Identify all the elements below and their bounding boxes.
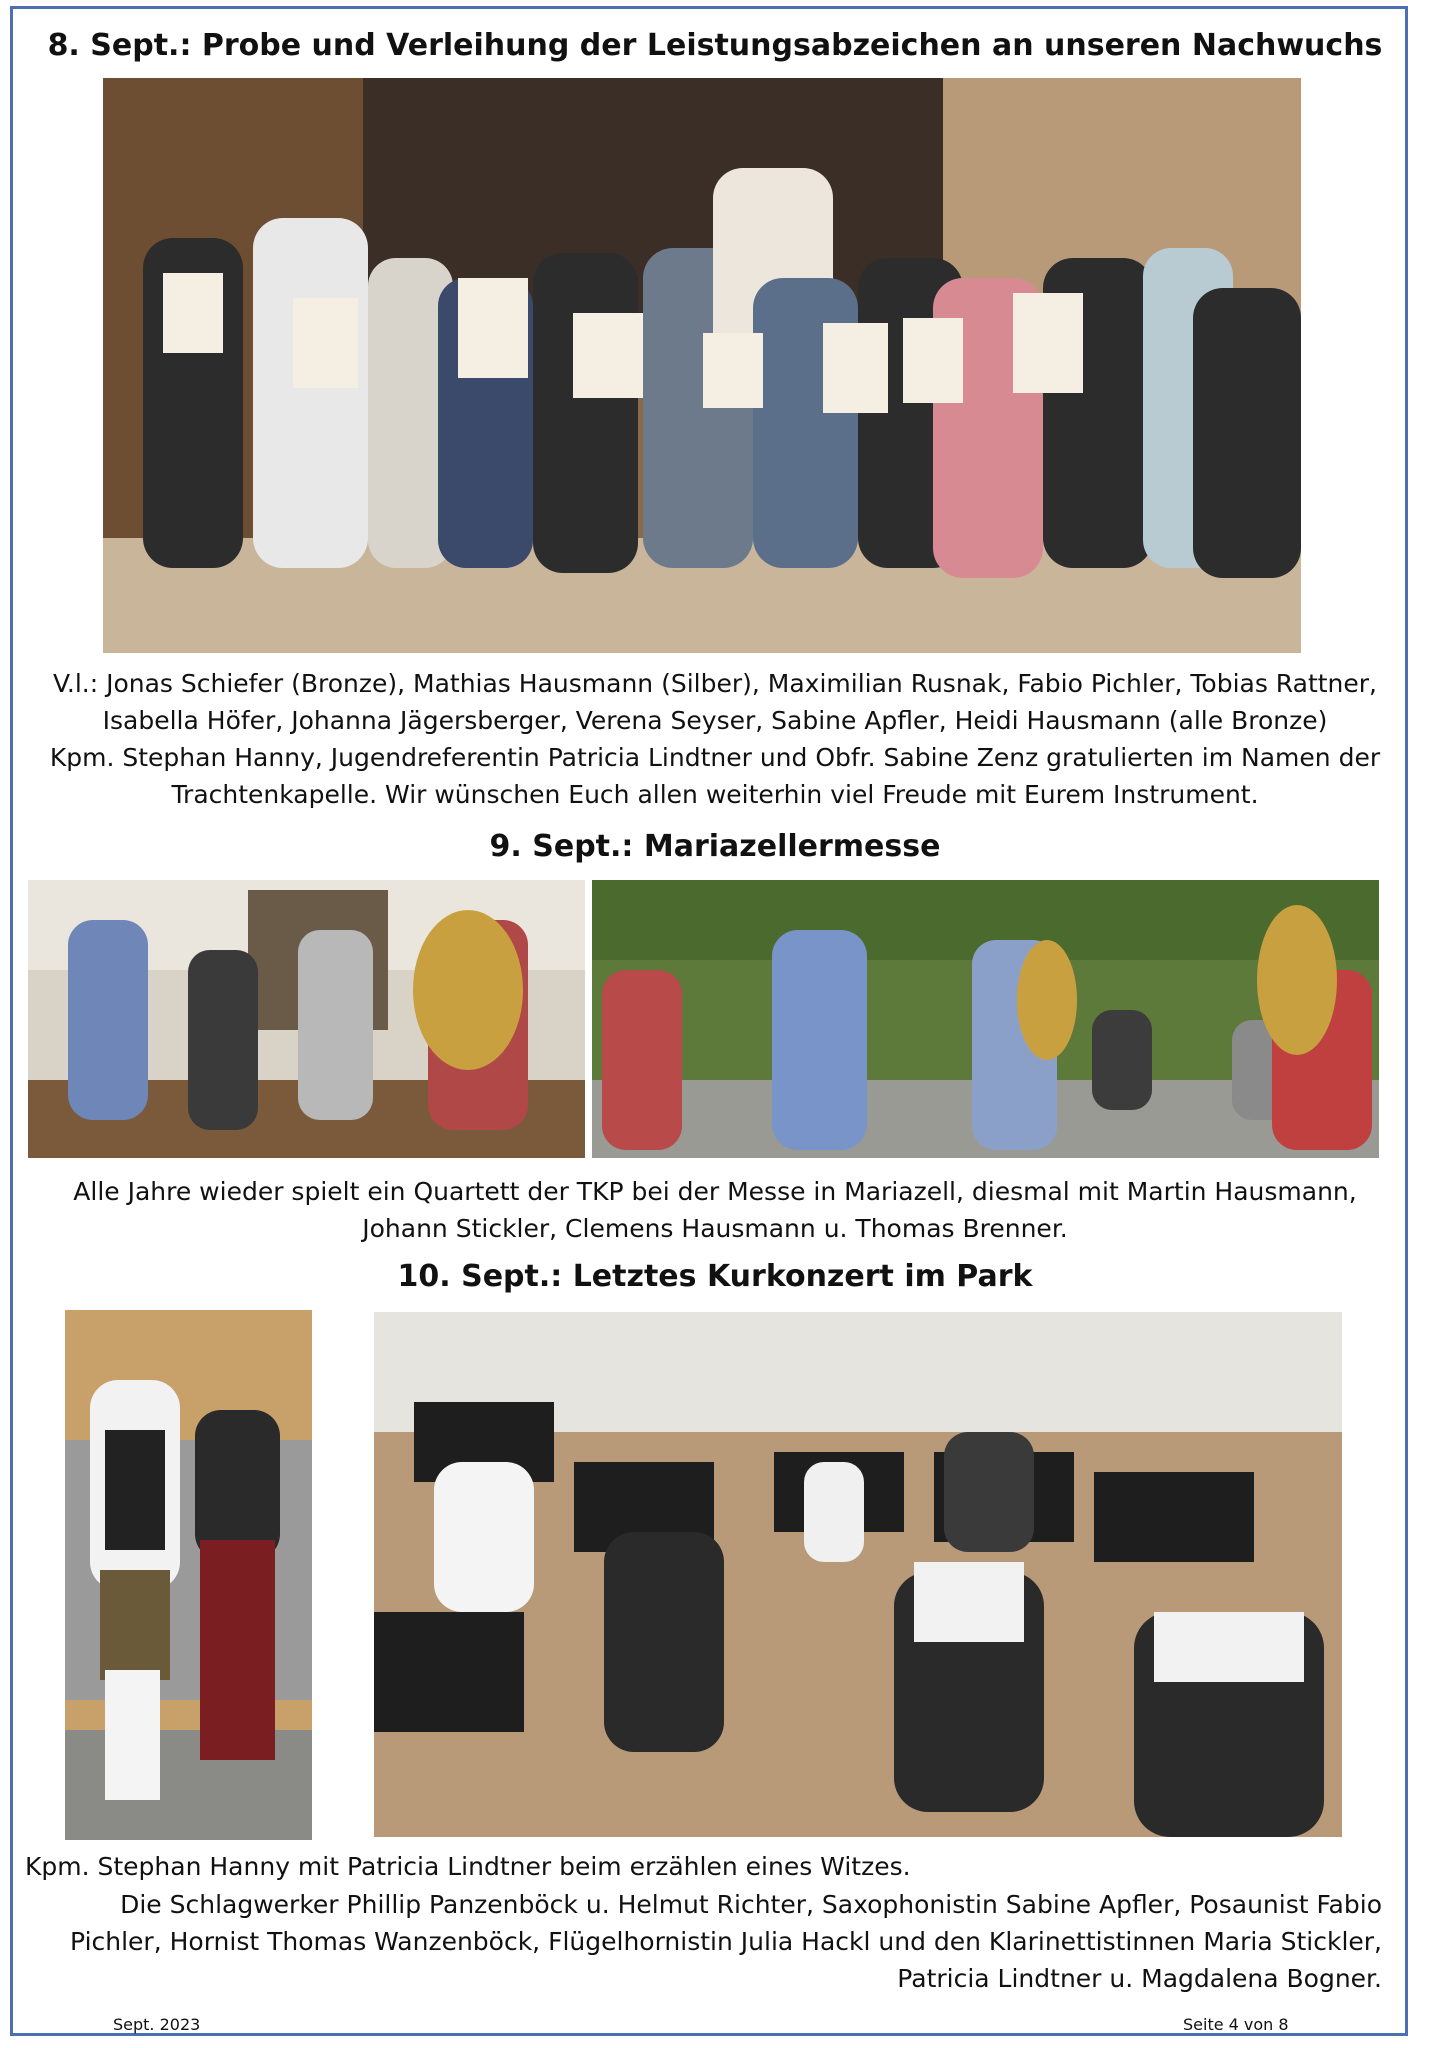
section-heading-kurkonzert: 10. Sept.: Letztes Kurkonzert im Park bbox=[397, 1259, 1033, 1294]
section-heading-leistungsabzeichen: 8. Sept.: Probe und Verleihung der Leistungsabzeichen an unseren Nachwuchs bbox=[47, 28, 1383, 63]
caption-line: Kpm. Stephan Hanny, Jugendreferentin Patricia Lindtner und Obfr. Sabine Zenz gratulierten im Namen der bbox=[49, 743, 1381, 772]
caption-line: Die Schlagwerker Phillip Panzenböck u. Helmut Richter, Saxophonistin Sabine Apfler, Posaunist Fabio bbox=[120, 1890, 1382, 1919]
caption-line: V.l.: Jonas Schiefer (Bronze), Mathias Hausmann (Silber), Maximilian Rusnak, Fabio Pichler, Tobias Rattner, bbox=[53, 669, 1377, 698]
caption-park-concert bbox=[20, 1886, 1382, 1997]
photo-quartet-outdoor bbox=[592, 880, 1379, 1158]
photo-park-concert bbox=[374, 1312, 1342, 1837]
footer-page-number: Seite 4 von 8 bbox=[1183, 2015, 1289, 2034]
caption-quartet bbox=[20, 1173, 1410, 1247]
caption-line: Johann Stickler, Clemens Hausmann u. Thomas Brenner. bbox=[362, 1214, 1068, 1243]
caption-line: Isabella Höfer, Johanna Jägersberger, Verena Seyser, Sabine Apfler, Heidi Hausmann (alle Bronze) bbox=[102, 706, 1328, 735]
photo-quartet-church bbox=[28, 880, 585, 1158]
caption-conductor: Kpm. Stephan Hanny mit Patricia Lindtner beim erzählen eines Witzes. bbox=[25, 1852, 911, 1881]
section-heading-mariazellermesse: 9. Sept.: Mariazellermesse bbox=[489, 829, 941, 864]
caption-line: Patricia Lindtner u. Magdalena Bogner. bbox=[897, 1964, 1382, 1993]
footer-date: Sept. 2023 bbox=[113, 2015, 201, 2034]
photo-award-group bbox=[103, 78, 1301, 653]
photo-conductor-joke bbox=[65, 1310, 312, 1840]
caption-line: Pichler, Hornist Thomas Wanzenböck, Flügelhornistin Julia Hackl und den Klarinettistinnen Maria Stickler, bbox=[70, 1927, 1382, 1956]
caption-line: Trachtenkapelle. Wir wünschen Euch allen weiterhin viel Freude mit Eurem Instrument. bbox=[171, 780, 1259, 809]
caption-line: Alle Jahre wieder spielt ein Quartett der TKP bei der Messe in Mariazell, diesmal mit Martin Hausmann, bbox=[73, 1177, 1357, 1206]
caption-award-group bbox=[20, 665, 1410, 813]
